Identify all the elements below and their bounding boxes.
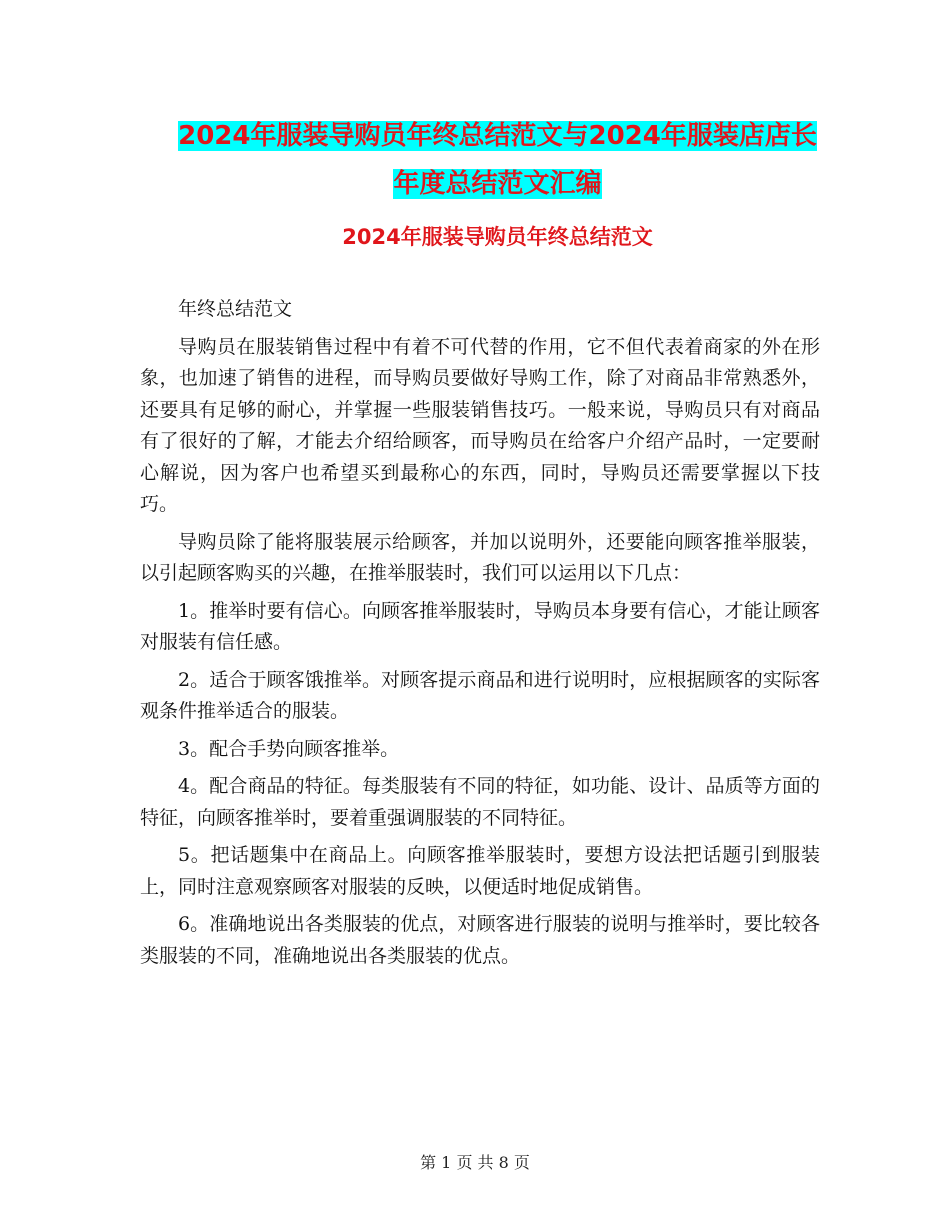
document-title-line-1: 2024年服装导购员年终总结范文与2024年服装店店长 bbox=[178, 121, 817, 151]
document-body bbox=[140, 294, 820, 978]
list-item-6: 6。准确地说出各类服装的优点，对顾客进行服装的说明与推举时，要比较各类服装的不同，准确地说出各类服装的优点。 bbox=[140, 913, 820, 967]
page-footer: 第 1 页 共 8 页 bbox=[420, 1153, 530, 1172]
list-item-3: 3。配合手势向顾客推举。 bbox=[178, 737, 400, 760]
list-item-2: 2。适合于顾客饿推举。对顾客提示商品和进行说明时，应根据顾客的实际客观条件推举适合的服装。 bbox=[140, 668, 820, 722]
section-title: 2024年服装导购员年终总结范文 bbox=[342, 225, 653, 249]
paragraph-recommend: 导购员除了能将服装展示给顾客，并加以说明外，还要能向顾客推举服装，以引起顾客购买的兴趣，在推举服装时，我们可以运用以下几点： bbox=[140, 530, 820, 584]
list-item-4: 4。配合商品的特征。每类服装有不同的特征，如功能、设计、品质等方面的特征，向顾客推举时，要着重强调服装的不同特征。 bbox=[140, 775, 820, 829]
paragraph-subtitle: 年终总结范文 bbox=[178, 298, 293, 320]
list-item-1: 1。推举时要有信心。向顾客推举服装时，导购员本身要有信心，才能让顾客对服装有信任感。 bbox=[140, 599, 820, 653]
paragraph-intro: 导购员在服装销售过程中有着不可代替的作用，它不但代表着商家的外在形象，也加速了销售的进程，而导购员要做好导购工作，除了对商品非常熟悉外，还要具有足够的耐心，并掌握一些服装销售技巧。一般来说，导购员只有对商品有了很好的了解，才能去介绍给顾客，而导购员在给客户介绍产品时，一定要耐心解说，因为客户也希望买到最称心的东西，同时，导购员还需要掌握以下技巧。 bbox=[140, 335, 820, 515]
document-title bbox=[140, 112, 855, 208]
document-title-line-2: 年度总结范文汇编 bbox=[393, 169, 602, 199]
list-item-5: 5。把话题集中在商品上。向顾客推举服装时，要想方设法把话题引到服装上，同时注意观察顾客对服装的反映，以便适时地促成销售。 bbox=[140, 844, 820, 898]
